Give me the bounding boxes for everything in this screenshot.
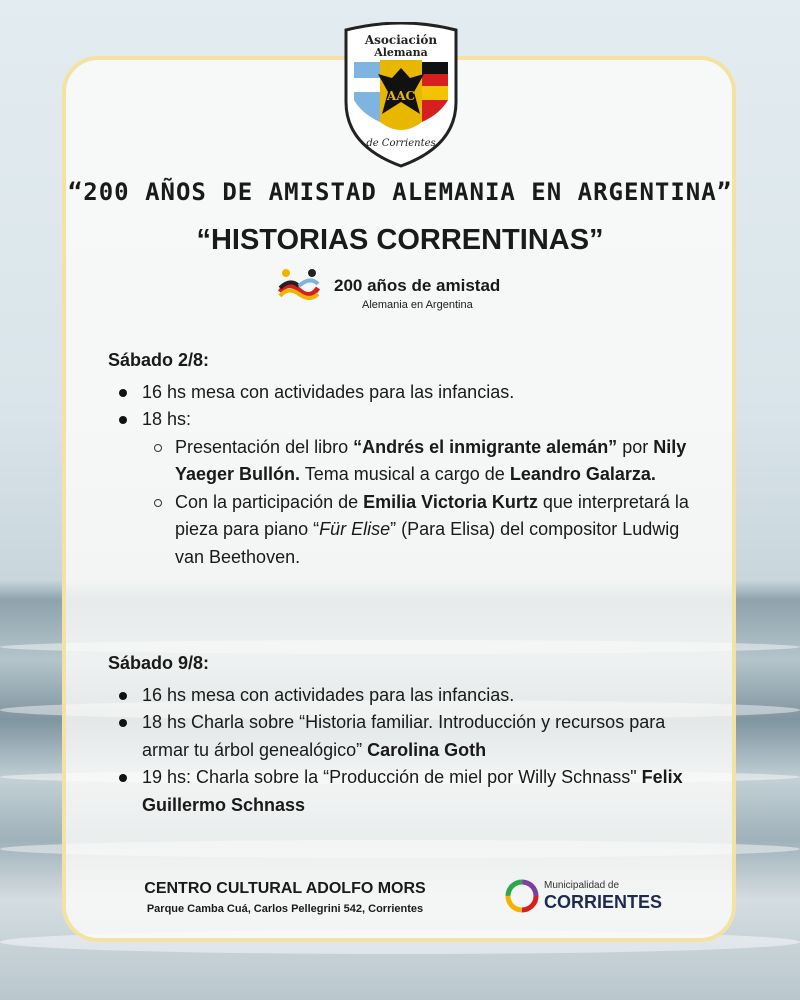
municipality-big-text: CORRIENTES	[544, 892, 663, 912]
day1-heading: Sábado 2/8:	[108, 350, 210, 370]
crest-center-text: AAC	[386, 89, 416, 103]
crest-middle-text: Alemana	[374, 46, 428, 59]
amistad-main-text: 200 años de amistad	[334, 276, 501, 295]
venue-address: Parque Camba Cuá, Carlos Pellegrini 542, Corrientes	[146, 903, 424, 915]
day1-item-1: 16 hs mesa con actividades para las infancias.	[108, 379, 708, 407]
subtitle: “HISTORIAS CORRENTINAS”	[196, 224, 604, 256]
ring-logo-icon	[504, 878, 540, 914]
day2-section	[108, 650, 708, 819]
municipality-logo	[504, 876, 674, 916]
day1-item-2: 18 hs: Presentación del libro “Andrés el inmigrante alemán” por Nily Yaeger Bullón. Tema musical a cargo de Leandro Galarza. Con la participación de Emilia Victoria Kurtz que interpretará la pieza para piano “Für Elise” (Para Elisa) del compositor Ludwig van Beethoven.	[108, 406, 708, 571]
crest-top-text: Asociación	[364, 33, 438, 47]
amistad-logo	[276, 268, 536, 312]
crest-bottom-text: de Corrientes	[366, 138, 436, 149]
infinity-flag-icon	[276, 268, 322, 304]
day2-item-1: 16 hs mesa con actividades para las infancias.	[108, 682, 708, 710]
main-title: “200 AÑOS DE AMISTAD ALEMANIA EN ARGENTINA”	[67, 178, 733, 206]
day1-subitem-piano: Con la participación de Emilia Victoria Kurtz que interpretará la pieza para piano “Für Elise” (Para Elisa) del compositor Ludwig van Beethoven.	[142, 489, 708, 572]
day2-item-3: 19 hs: Charla sobre la “Producción de miel por Willy Schnass" Felix Guillermo Schnass	[108, 764, 708, 819]
association-crest-logo	[340, 22, 462, 168]
day2-heading: Sábado 9/8:	[108, 653, 210, 673]
venue-name: CENTRO CULTURAL ADOLFO MORS	[144, 880, 426, 897]
day2-item-2: 18 hs Charla sobre “Historia familiar. Introducción y recursos para armar tu árbol genealógico” Carolina Goth	[108, 709, 708, 764]
day1-section	[108, 347, 708, 571]
venue-block	[130, 880, 440, 915]
municipality-small-text: Municipalidad de	[544, 880, 620, 891]
day1-subitem-book: Presentación del libro “Andrés el inmigrante alemán” por Nily Yaeger Bullón. Tema musical a cargo de Leandro Galarza.	[142, 434, 708, 489]
amistad-sub-text: Alemania en Argentina	[362, 299, 473, 311]
